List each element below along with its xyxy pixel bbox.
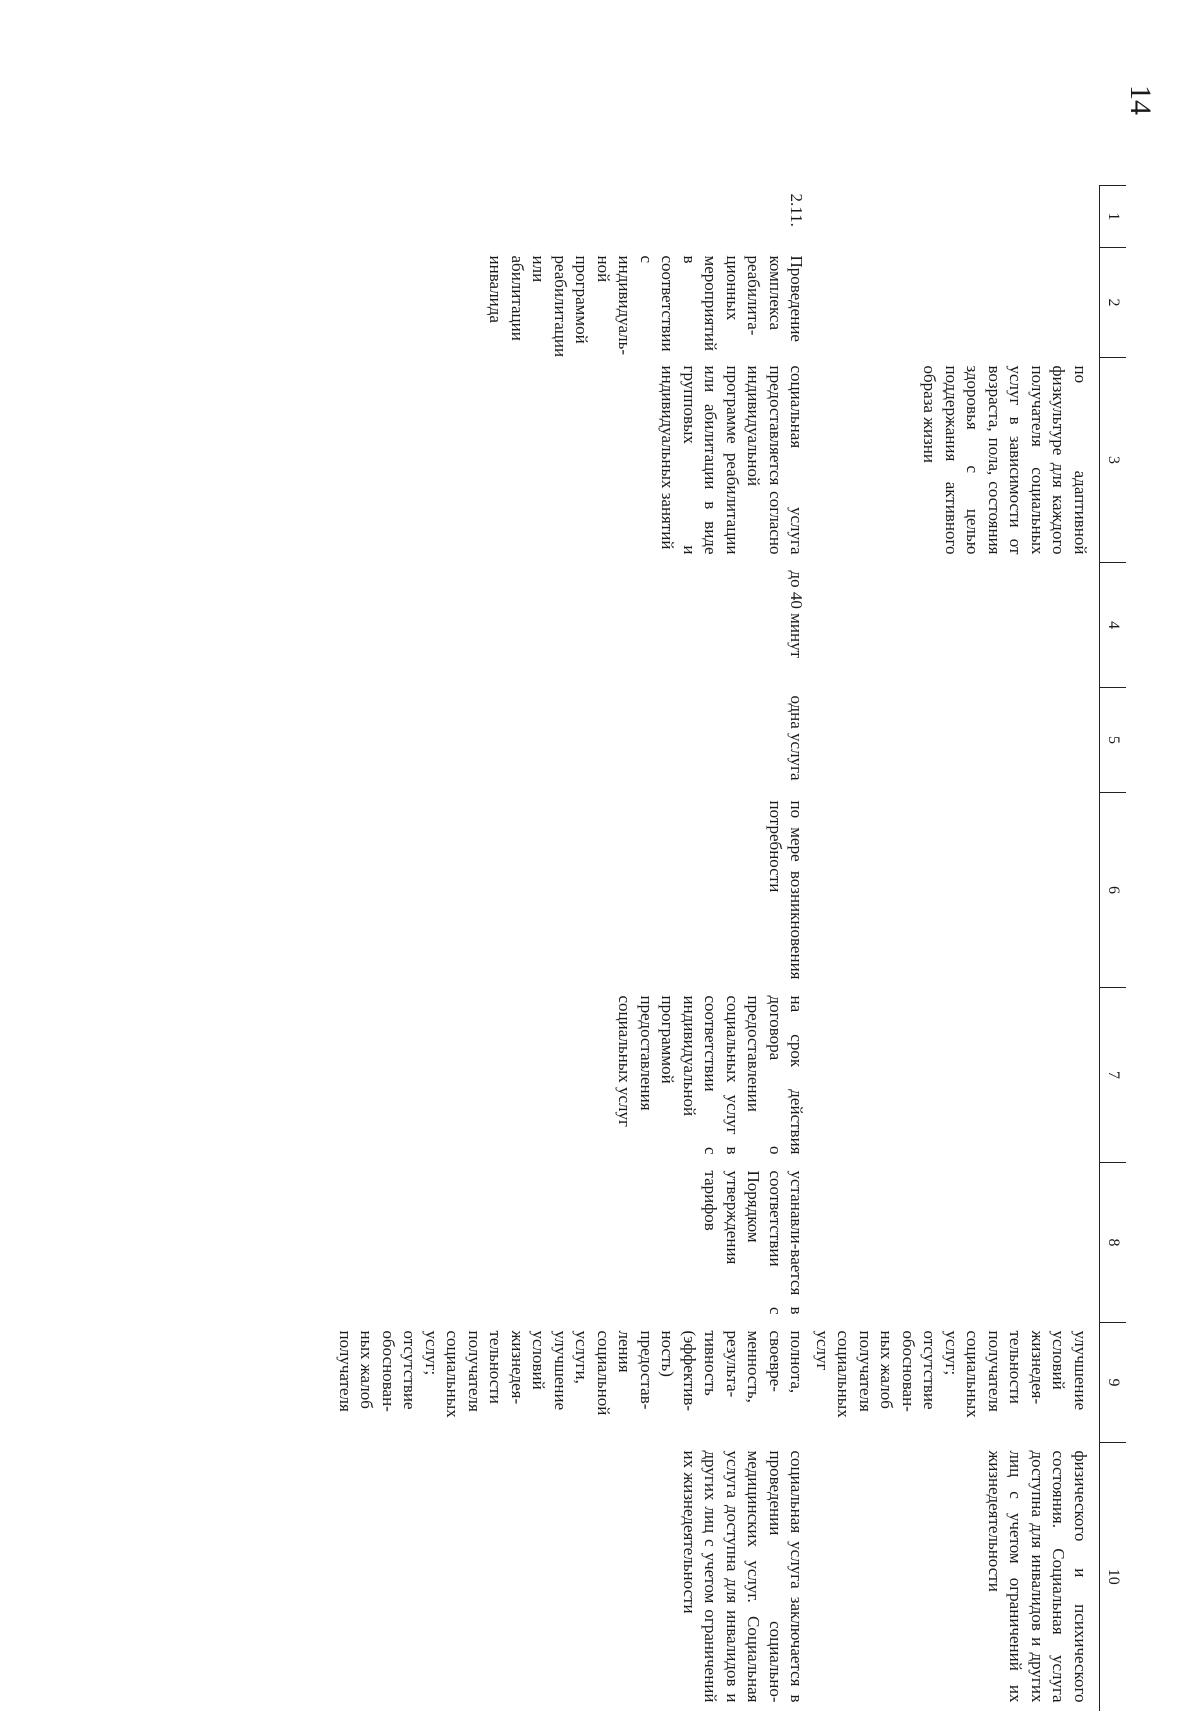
cell-description: социальная услуга предоставляется согласно индивидуальной программе реабилитации или абилитации в виде групповых и индивидуальных занятий xyxy=(658,365,807,555)
services-table xyxy=(335,185,1127,1711)
column-header-7: 7 xyxy=(1100,988,1127,1163)
cell-duration xyxy=(812,563,1100,688)
column-header-9: 9 xyxy=(1100,1323,1127,1443)
column-header-3: 3 xyxy=(1100,358,1127,563)
cell-conditions: физического и психического состояния. Социальная услуга доступна для инвалидов и других лиц с учетом ограничений их жизнедеятельности xyxy=(985,1450,1090,1703)
cell-service-name xyxy=(812,248,1100,358)
column-header-10: 10 xyxy=(1100,1443,1127,1711)
column-header-5: 5 xyxy=(1100,688,1127,793)
page-number: 14 xyxy=(1124,85,1157,115)
cell-tariff xyxy=(812,1163,1100,1323)
cell-unit: одна услуга xyxy=(787,695,807,781)
cell-conditions: социальная услуга заключается в проведении социально-медицинских услуг. Социальная услуга доступна для инвалидов и других лиц с учетом ограничений их жизнедеятельности xyxy=(680,1450,807,1703)
table-row xyxy=(335,186,812,1711)
table-row xyxy=(812,186,1100,1711)
cell-service-name: Проведение комплекса реабилита-ционных мероприятий в соответствии с индивидуаль-ной программой реабилитации или абилитации инвалида xyxy=(486,255,807,358)
cell-term xyxy=(812,988,1100,1163)
cell-term: на срок действия договора о предоставлении социальных услуг в соответствии с индивидуальной программой предоставления социальных услуг xyxy=(615,995,807,1155)
column-header-4: 4 xyxy=(1100,563,1127,688)
cell-duration: до 40 минут xyxy=(787,570,807,659)
column-header-8: 8 xyxy=(1100,1163,1127,1323)
cell-tariff: устанавли-вается в соответствии с Порядком утверждения тарифов xyxy=(701,1170,807,1315)
column-header-6: 6 xyxy=(1100,793,1127,988)
column-header-2: 2 xyxy=(1100,248,1127,358)
cell-unit xyxy=(812,688,1100,793)
cell-number xyxy=(812,186,1100,248)
column-header-1: 1 xyxy=(1100,186,1127,248)
cell-frequency xyxy=(812,793,1100,988)
cell-quality-indicators: улучшение условий жизнедея-тельности получателя социальных услуг; отсутствие обоснован-ных жалоб получателя социальных услуг xyxy=(813,1330,1090,1418)
cell-quality-indicators: полнота, своевре-менность, результа-тивность (эффектив-ность) предостав-ления социальной услуги, улучшение условий жизнедея-тельности получателя социальных услуг; отсутствие обоснован-ных жалоб получателя xyxy=(336,1330,807,1418)
cell-number: 2.11. xyxy=(787,193,807,227)
cell-description: по адаптивной физкультуре для каждого получателя социальных услуг в зависимости от возраста, пола, состояния здоровья с целью поддержания активного образа жизни xyxy=(920,365,1090,555)
document-table-rotated xyxy=(126,185,1126,1710)
header-row xyxy=(1100,186,1127,1711)
cell-frequency: по мере возникновения потребности xyxy=(766,800,807,980)
